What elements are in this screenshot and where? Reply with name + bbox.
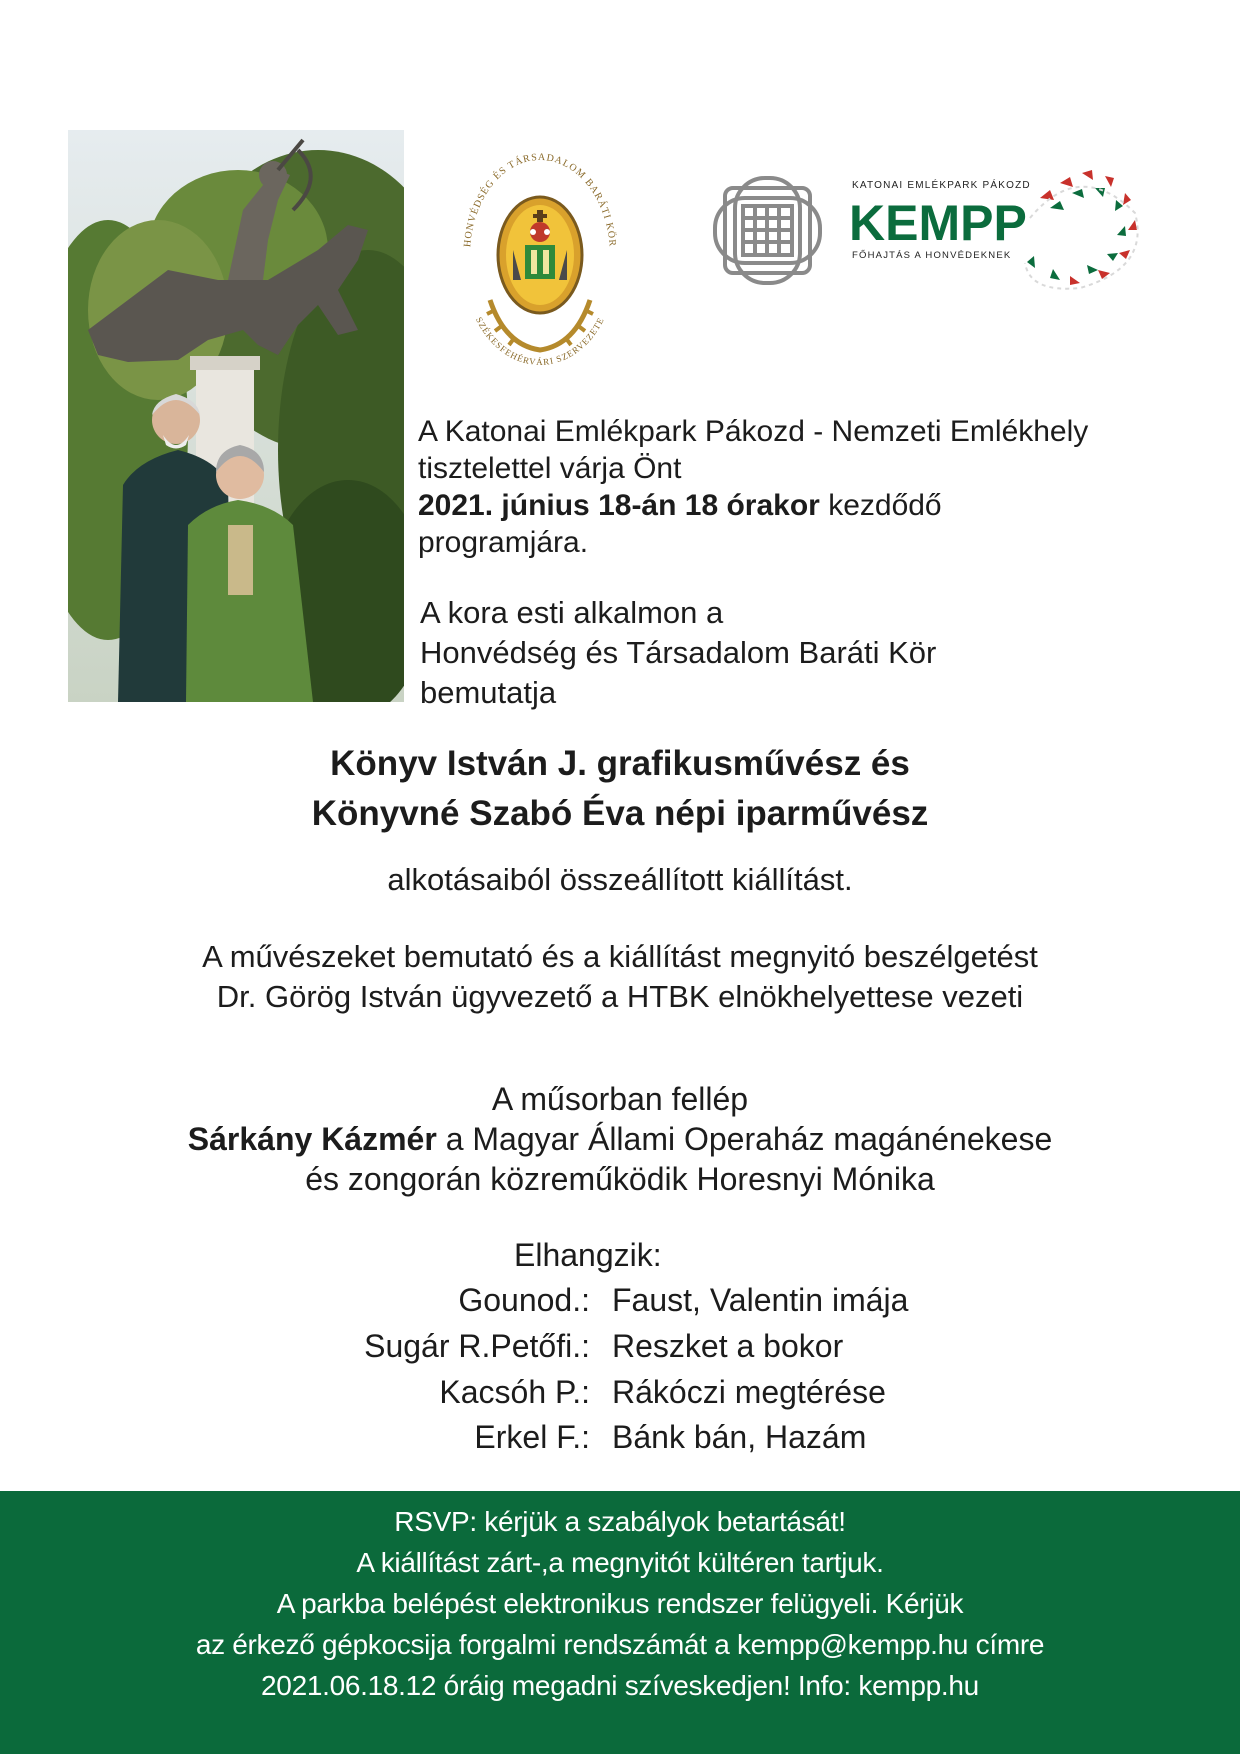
artists-line-1: Könyv István J. grafikusművész és xyxy=(330,744,910,783)
program-composer: Erkel F.: xyxy=(474,1419,590,1455)
performance-line-1: A műsorban fellép xyxy=(491,1081,749,1117)
kempp-tagline-bottom: FŐHAJTÁS A HONVÉDEKNEK xyxy=(852,250,1012,261)
program-composer: Gounod.: xyxy=(458,1282,590,1318)
intro-line-3 xyxy=(418,487,1088,524)
svg-text:SZÉKESFEHÉRVÁRI SZERVEZETE xyxy=(474,315,606,367)
knot-emblem-logo xyxy=(695,158,840,303)
intro-line-2: tisztelettel várja Önt xyxy=(418,452,682,485)
performance-line-2 xyxy=(0,1119,1240,1159)
performance-block xyxy=(0,1079,1240,1199)
intro2-line-1: A kora esti alkalmon a xyxy=(420,595,724,630)
program-item xyxy=(0,1282,1240,1326)
program-item xyxy=(0,1419,1240,1463)
footer-line-1: RSVP: kérjük a szabályok betartását! xyxy=(394,1506,846,1537)
footer-line-5: 2021.06.18.12 óráig megadni szíveskedjen! Info: kempp.hu xyxy=(261,1670,979,1701)
performance-line-2-rest: a Magyar Állami Operaház magánénekese xyxy=(436,1121,1053,1157)
intro2-line-3: bemutatja xyxy=(420,675,557,710)
intro-line-3-rest: kezdődő xyxy=(819,489,942,522)
htbk-emblem-logo xyxy=(445,140,635,385)
footer-line-2: A kiállítást zárt-,a megnyitót kültéren tartjuk. xyxy=(356,1547,884,1578)
artists-heading xyxy=(0,739,1240,839)
program-composer: Sugár R.Petőfi.: xyxy=(364,1328,590,1364)
kempp-tagline-top: KATONAI EMLÉKPARK PÁKOZD xyxy=(852,180,1031,191)
program-work: Rákóczi megtérése xyxy=(612,1374,886,1410)
singer-name: Sárkány Kázmér xyxy=(187,1121,437,1157)
kempp-name: KEMPP xyxy=(849,195,1027,251)
talk-line-2: Dr. Görög István ügyvezető a HTBK elnökhelyettese vezeti xyxy=(216,979,1024,1014)
program-work: Reszket a bokor xyxy=(612,1328,844,1364)
statue-couple-photo xyxy=(68,130,404,702)
rsvp-footer xyxy=(0,1491,1240,1754)
kempp-swirl-icon xyxy=(1020,158,1150,303)
artists-line-2: Könyvné Szabó Éva népi iparművész xyxy=(311,794,929,833)
program-composer: Kacsóh P.: xyxy=(439,1374,590,1410)
intro2-line-2: Honvédség és Társadalom Baráti Kör xyxy=(420,635,937,670)
htbk-ring-bottom-text: SZÉKESFEHÉRVÁRI SZERVEZETE xyxy=(473,315,607,368)
artists-line-3: alkotásaiból összeállított kiállítást. xyxy=(387,862,853,897)
footer-line-4: az érkező gépkocsija forgalmi rendszámát a kempp@kempp.hu címre xyxy=(195,1629,1045,1660)
kempp-logo xyxy=(850,158,1150,303)
talk-block xyxy=(0,937,1240,1017)
program-work: Faust, Valentin imája xyxy=(612,1282,909,1318)
program-item xyxy=(0,1328,1240,1372)
program-heading: Elhangzik: xyxy=(514,1237,662,1273)
intro-line-1: A Katonai Emlékpark Pákozd - Nemzeti Emlékhely xyxy=(418,415,1089,448)
event-date: 2021. június 18-án 18 órakor xyxy=(418,489,820,522)
intro-block xyxy=(418,413,1088,561)
talk-line-1: A művészeket bemutató és a kiállítást megnyitó beszélgetést xyxy=(202,939,1038,974)
program-work: Bánk bán, Hazám xyxy=(612,1419,867,1455)
footer-line-3: A parkba belépést elektronikus rendszer felügyeli. Kérjük xyxy=(276,1588,964,1619)
performance-line-3: és zongorán közreműködik Horesnyi Mónika xyxy=(305,1161,935,1197)
intro-line-4: programjára. xyxy=(418,526,589,559)
program-item xyxy=(0,1374,1240,1418)
htbk-ring-top-text: HONVÉDSÉG ÉS TÁRSADALOM BARÁTI KÖR xyxy=(462,151,618,248)
intro2-block xyxy=(420,593,936,713)
